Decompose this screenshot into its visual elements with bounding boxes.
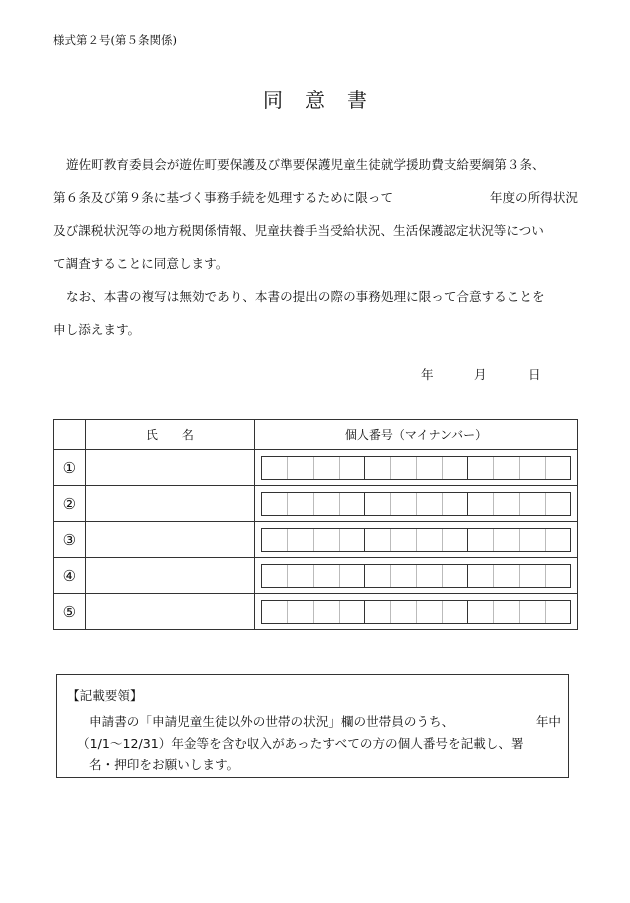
digit-box[interactable] [340,457,364,479]
digit-box[interactable] [262,457,288,479]
title-char: 意 [305,88,325,112]
date-month-label: 月 [474,367,487,382]
table-row [54,558,578,594]
digit-box[interactable] [340,601,364,623]
title-char: 同 [263,88,283,112]
digit-group [365,456,468,480]
digit-group [365,600,468,624]
digit-box[interactable] [520,529,546,551]
my-number-field [255,522,578,558]
digit-box[interactable] [417,457,443,479]
digit-box[interactable] [494,601,520,623]
digit-box[interactable] [546,457,570,479]
digit-box[interactable] [391,457,417,479]
digit-box[interactable] [262,529,288,551]
person-table [53,419,578,630]
digit-box[interactable] [494,529,520,551]
digit-box[interactable] [546,601,570,623]
notes-heading: 【記載要領】 [67,688,143,703]
digit-group [261,528,365,552]
table-row [54,486,578,522]
header-number: 個人番号（マイナンバー） [255,420,578,450]
digit-group [261,564,365,588]
digit-box[interactable] [314,529,340,551]
digit-box[interactable] [314,565,340,587]
title-char: 書 [347,88,367,112]
digit-box[interactable] [494,565,520,587]
text-line: 申し添えます。 [53,322,141,337]
digit-box[interactable] [365,493,391,515]
digit-box[interactable] [468,529,494,551]
name-field[interactable] [85,522,254,558]
text-segment: 年度の所得状況 [489,190,578,205]
digit-box[interactable] [443,457,467,479]
digit-box[interactable] [340,565,364,587]
text-line [53,181,578,214]
digit-box[interactable] [443,493,467,515]
digit-box[interactable] [468,601,494,623]
digit-box[interactable] [417,493,443,515]
digit-box[interactable] [365,529,391,551]
digit-box[interactable] [468,457,494,479]
digit-box[interactable] [288,565,314,587]
digit-group [261,456,365,480]
header-name: 氏 名 [85,420,254,450]
digit-group [468,564,571,588]
digit-box[interactable] [417,565,443,587]
digit-box[interactable] [365,457,391,479]
name-field[interactable] [85,558,254,594]
row-number: ② [54,486,86,522]
digit-box[interactable] [443,601,467,623]
digit-box[interactable] [288,493,314,515]
digit-box[interactable] [468,493,494,515]
form-number: 様式第２号(第５条関係) [53,33,177,47]
digit-box[interactable] [391,493,417,515]
name-field[interactable] [85,594,254,630]
notes-body [77,711,565,776]
my-number-field [255,450,578,486]
digit-boxes [255,528,577,552]
digit-boxes [255,492,577,516]
digit-box[interactable] [314,457,340,479]
digit-boxes [255,564,577,588]
notes-line: 名・押印をお願いします。 [89,757,240,772]
digit-group [468,600,571,624]
document-title [0,84,630,113]
table-row [54,450,578,486]
date-year-label: 年 [421,367,434,382]
digit-box[interactable] [340,529,364,551]
digit-group [365,492,468,516]
name-field[interactable] [85,486,254,522]
text-segment: 申請書の「申請児童生徒以外の世帯の状況」欄の世帯員のうち、 [89,714,455,729]
digit-boxes [255,456,577,480]
digit-box[interactable] [288,601,314,623]
digit-group [261,600,365,624]
text-segment: 年中 [535,714,561,729]
text-line: て調査することに同意します。 [53,256,229,271]
digit-box[interactable] [391,565,417,587]
digit-box[interactable] [546,565,570,587]
text-line: なお、本書の複写は無効であり、本書の提出の際の事務処理に限って合意することを [66,289,545,304]
notes-line: （1/1～12/31）年金等を含む収入があったすべての方の個人番号を記載し、署 [77,735,524,751]
digit-box[interactable] [520,601,546,623]
header-blank [54,420,86,450]
digit-box[interactable] [546,493,570,515]
digit-box[interactable] [262,565,288,587]
digit-group [468,456,571,480]
row-number: ① [54,450,86,486]
digit-box[interactable] [262,493,288,515]
text-segment: 第６条及び第９条に基づく事務手続を処理するために限って [53,190,394,205]
digit-box[interactable] [520,457,546,479]
digit-box[interactable] [520,565,546,587]
digit-group [468,528,571,552]
digit-box[interactable] [417,529,443,551]
table-row [54,594,578,630]
digit-box[interactable] [288,529,314,551]
digit-box[interactable] [468,565,494,587]
row-number: ④ [54,558,86,594]
my-number-field [255,594,578,630]
text-line: 遊佐町教育委員会が遊佐町要保護及び準要保護児童生徒就学援助費支給要綱第３条、 [66,157,545,172]
digit-boxes [255,600,577,624]
digit-group [468,492,571,516]
digit-box[interactable] [494,457,520,479]
digit-box[interactable] [443,529,467,551]
text-line: 及び課税状況等の地方税関係情報、児童扶養手当受給状況、生活保護認定状況等につい [53,223,544,238]
digit-box[interactable] [417,601,443,623]
digit-box[interactable] [494,493,520,515]
digit-box[interactable] [288,457,314,479]
digit-box[interactable] [391,529,417,551]
digit-box[interactable] [443,565,467,587]
name-field[interactable] [85,450,254,486]
table-header-row [54,420,578,450]
digit-box[interactable] [262,601,288,623]
digit-group [365,528,468,552]
row-number: ③ [54,522,86,558]
digit-box[interactable] [391,601,417,623]
digit-box[interactable] [365,601,391,623]
digit-group [261,492,365,516]
digit-box[interactable] [314,601,340,623]
digit-box[interactable] [365,565,391,587]
table-row [54,522,578,558]
my-number-field [255,558,578,594]
notes-box [56,674,569,778]
date-day-label: 日 [528,367,541,382]
notes-line [89,711,565,733]
digit-box[interactable] [520,493,546,515]
my-number-field [255,486,578,522]
digit-group [365,564,468,588]
digit-box[interactable] [546,529,570,551]
row-number: ⑤ [54,594,86,630]
consent-text [53,148,578,346]
digit-box[interactable] [340,493,364,515]
digit-box[interactable] [314,493,340,515]
